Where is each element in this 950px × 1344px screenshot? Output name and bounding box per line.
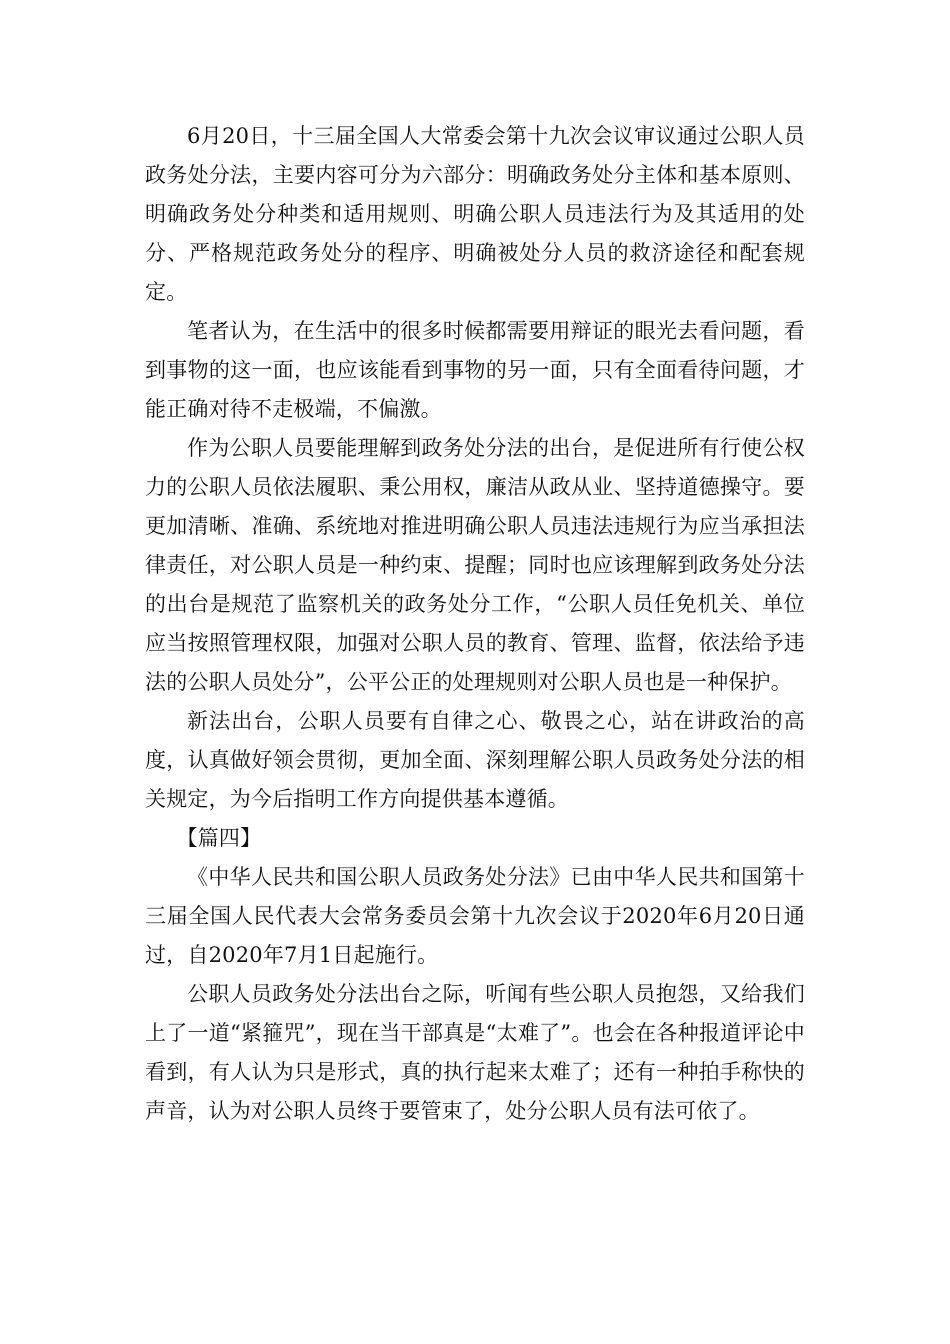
paragraph-6: 公职人员政务处分法出台之际，听闻有些公职人员抱怨，又给我们上了一道“紧箍咒”，现在当干部真是“太难了”。也会在各种报道评论中看到，有人认为只是形式，真的执行起来太难了；还有一种拍手称快的声音，认为对公职人员终于要管束了，处分公职人员有法可依了。: [145, 982, 805, 1123]
section-heading: 【篇四】: [176, 826, 262, 850]
paragraph-4: 新法出台，公职人员要有自律之心、敬畏之心，站在讲政治的高度，认真做好领会贯彻，更加全面、深刻理解公职人员政务处分法的相关规定，为今后指明工作方向提供基本遵循。: [145, 709, 805, 811]
paragraph-2: 笔者认为，在生活中的很多时候都需要用辩证的眼光去看问题，看到事物的这一面，也应该能看到事物的另一面，只有全面看待问题，才能正确对待不走极端，不偏激。: [145, 319, 805, 421]
paragraph-3: 作为公职人员要能理解到政务处分法的出台，是促进所有行使公权力的公职人员依法履职、秉公用权，廉洁从政从业、坚持道德操守。要更加清晰、准确、系统地对推进明确公职人员违法违规行为应当承担法律责任，对公职人员是一种约束、提醒；同时也应该理解到政务处分法的出台是规范了监察机关的政务处分工作，“公职人员任免机关、单位应当按照管理权限，加强对公职人员的教育、管理、监督，依法给予违法的公职人员处分”，公平公正的处理规则对公职人员也是一种保护。: [145, 436, 805, 694]
paragraph-1: 6月20日，十三届全国人大常委会第十九次会议审议通过公职人员政务处分法，主要内容可分为六部分：明确政务处分主体和基本原则、明确政务处分种类和适用规则、明确公职人员违法行为及其适用的处分、严格规范政务处分的程序、明确被处分人员的救济途径和配套规定。: [145, 124, 805, 304]
paragraph-5: 《中华人民共和国公职人员政务处分法》已由中华人民共和国第十三届全国人民代表大会常务委员会第十九次会议于2020年6月20日通过，自2020年7月1日起施行。: [145, 865, 805, 967]
document-body: [145, 117, 805, 1131]
